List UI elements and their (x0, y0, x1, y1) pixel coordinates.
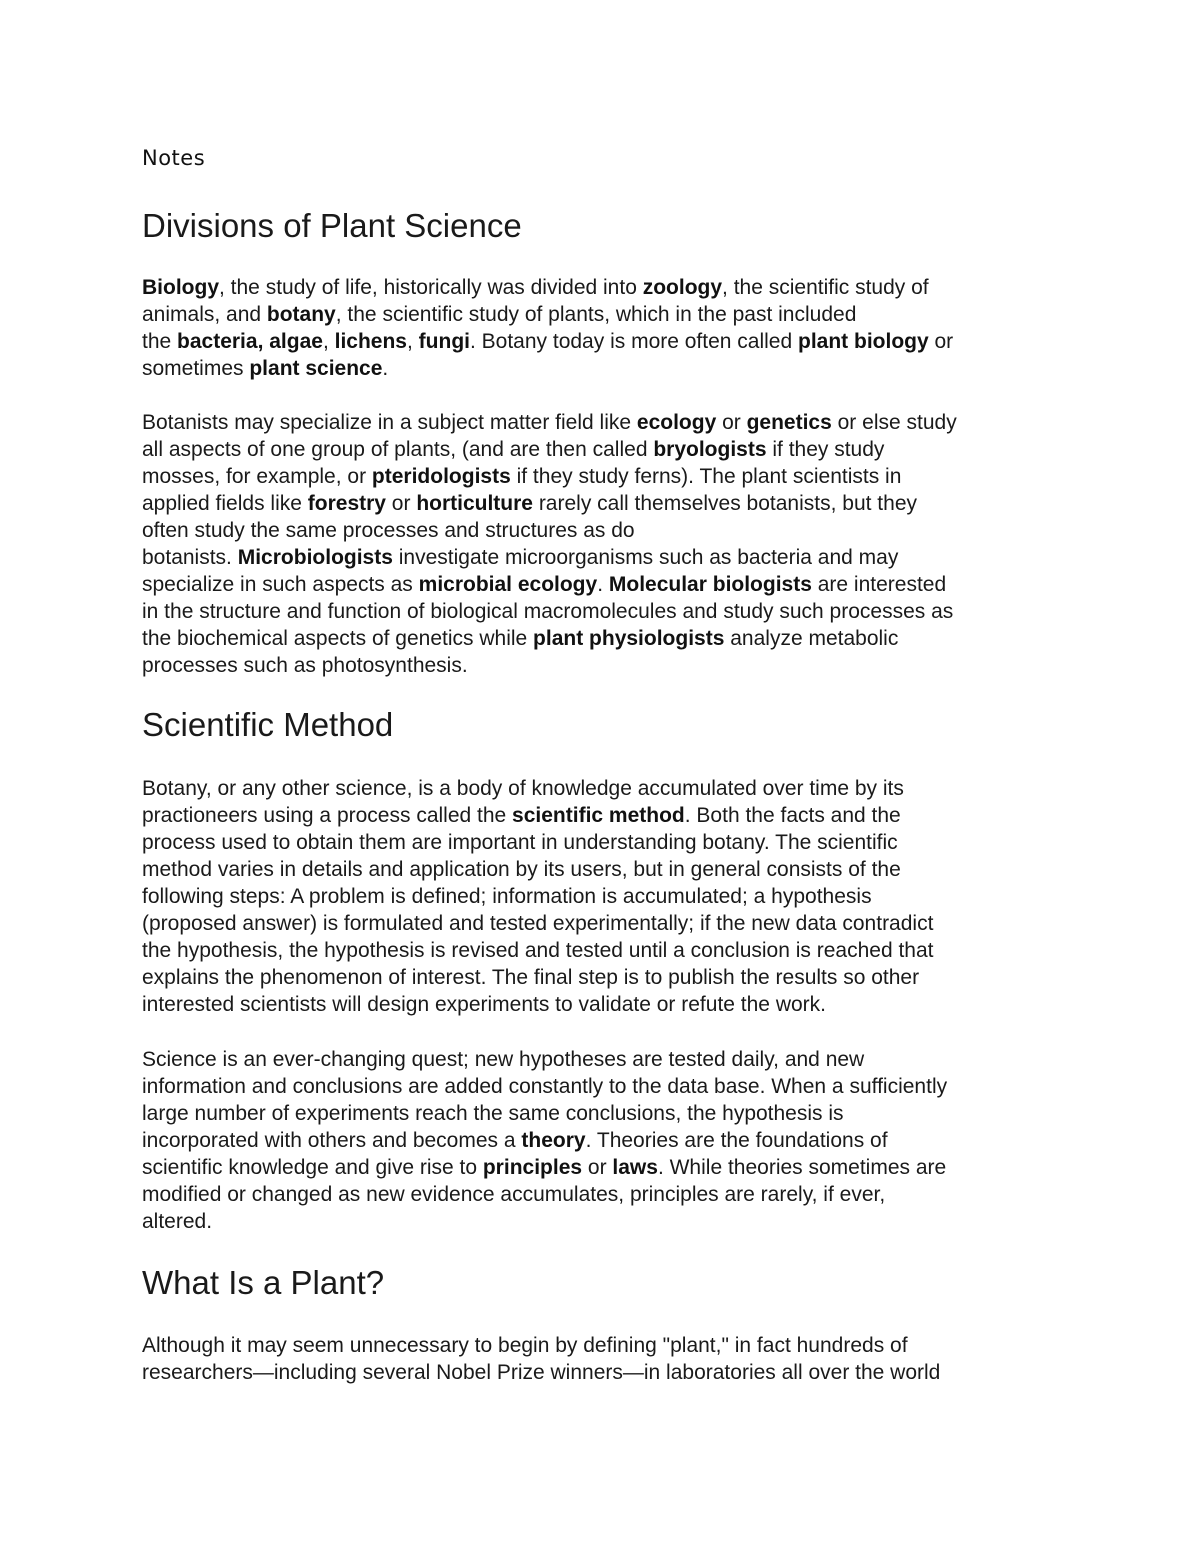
paragraph (142, 1046, 1072, 1235)
bold-term: Microbiologists (237, 546, 393, 569)
bold-term: lichens (334, 330, 407, 353)
text-run: incorporated with others and becomes a (142, 1129, 522, 1152)
text-run: or (582, 1156, 613, 1179)
text-run: rarely call themselves botanists, but they (532, 492, 917, 515)
text-run: . While theories sometimes are (657, 1156, 947, 1179)
text-run: or else study (831, 411, 957, 434)
text-run: specialize in such aspects as (142, 573, 419, 596)
bold-term: botany (266, 303, 336, 326)
text-run: or (385, 492, 417, 515)
text-run: sometimes (142, 357, 250, 380)
bold-term: horticulture (416, 492, 533, 515)
paragraph (142, 274, 1072, 382)
text-line (142, 937, 1072, 964)
text-run: in the structure and function of biological macromolecules and study such processes as (142, 600, 954, 623)
text-line (142, 598, 1072, 625)
text-run: are interested (811, 573, 947, 596)
text-line (142, 652, 1072, 679)
bold-term: plant physiologists (533, 627, 725, 650)
text-run: Although it may seem unnecessary to begin by defining "plant," in fact hundreds of (142, 1334, 908, 1357)
text-run: , (322, 330, 335, 353)
text-run: large number of experiments reach the same conclusions, the hypothesis is (142, 1102, 844, 1125)
bold-term: Molecular biologists (608, 573, 812, 596)
text-line (142, 829, 1072, 856)
text-run: Science is an ever-changing quest; new hypotheses are tested daily, and new (142, 1048, 865, 1071)
text-run: . Both the facts and the (684, 804, 901, 827)
text-run: Botany, or any other science, is a body of knowledge accumulated over time by its (142, 777, 904, 800)
text-run: Botanists may specialize in a subject matter field like (142, 411, 637, 434)
text-run: all aspects of one group of plants, (and are then called (142, 438, 654, 461)
text-line (142, 1154, 1072, 1181)
text-run: if they study (766, 438, 885, 461)
text-run: mosses, for example, or (142, 465, 372, 488)
text-run: if they study ferns). The plant scientists in (510, 465, 902, 488)
paragraph (142, 1332, 1072, 1386)
text-run: animals, and (142, 303, 267, 326)
bold-term: fungi (418, 330, 470, 353)
bold-term: bacteria, algae (177, 330, 323, 353)
text-run: . (597, 573, 609, 596)
text-run: processes such as photosynthesis. (142, 654, 468, 677)
text-run: or (928, 330, 954, 353)
text-run: interested scientists will design experiments to validate or refute the work. (142, 993, 826, 1016)
text-run: , the study of life, historically was divided into (219, 276, 643, 299)
bold-term: genetics (746, 411, 832, 434)
text-line (142, 1127, 1072, 1154)
bold-term: microbial ecology (418, 573, 598, 596)
bold-term: plant biology (798, 330, 929, 353)
text-line (142, 1359, 1072, 1386)
text-line (142, 1100, 1072, 1127)
text-run: . Botany today is more often called (469, 330, 798, 353)
text-line (142, 1181, 1072, 1208)
text-run: explains the phenomenon of interest. The final step is to publish the results so other (142, 966, 920, 989)
text-run: , the scientific study of plants, which in the past included (335, 303, 857, 326)
text-line (142, 544, 1072, 571)
text-line (142, 1208, 1072, 1235)
text-run: analyze metabolic (724, 627, 899, 650)
text-run: the biochemical aspects of genetics while (142, 627, 534, 650)
text-run: method varies in details and application by its users, but in general consists of the (142, 858, 901, 881)
text-line (142, 1073, 1072, 1100)
section-heading-divisions: Divisions of Plant Science (142, 207, 522, 244)
text-line (142, 1332, 1072, 1359)
text-line (142, 571, 1072, 598)
text-run: , the scientific study of (722, 276, 929, 299)
text-line (142, 409, 1072, 436)
bold-term: ecology (636, 411, 717, 434)
text-line (142, 517, 1072, 544)
text-line (142, 355, 1072, 382)
section-heading-scientific-method: Scientific Method (142, 706, 394, 743)
bold-term: zoology (642, 276, 723, 299)
text-line (142, 328, 1072, 355)
text-run: information and conclusions are added constantly to the data base. When a sufficiently (142, 1075, 948, 1098)
text-line (142, 274, 1072, 301)
text-run: researchers—including several Nobel Prize winners—in laboratories all over the world (142, 1361, 941, 1384)
text-line (142, 301, 1072, 328)
bold-term: plant science (249, 357, 383, 380)
text-line (142, 883, 1072, 910)
text-run: practioneers using a process called the (142, 804, 513, 827)
bold-term: laws (612, 1156, 658, 1179)
text-line (142, 1046, 1072, 1073)
bold-term: pteridologists (371, 465, 511, 488)
bold-term: principles (482, 1156, 583, 1179)
text-line (142, 856, 1072, 883)
notes-label: Notes (142, 146, 206, 170)
bold-term: scientific method (512, 804, 685, 827)
bold-term: bryologists (653, 438, 767, 461)
text-run: investigate microorganisms such as bacteria and may (392, 546, 899, 569)
text-line (142, 436, 1072, 463)
bold-term: Biology (142, 276, 219, 299)
text-line (142, 964, 1072, 991)
text-line (142, 490, 1072, 517)
text-line (142, 802, 1072, 829)
text-run: botanists. (142, 546, 238, 569)
text-run: applied fields like (142, 492, 308, 515)
text-line (142, 625, 1072, 652)
text-line (142, 775, 1072, 802)
text-run: . (382, 357, 389, 380)
section-heading-what-is-a-plant: What Is a Plant? (142, 1264, 385, 1301)
text-run: . Theories are the foundations of (585, 1129, 888, 1152)
bold-term: theory (521, 1129, 586, 1152)
text-run: (proposed answer) is formulated and tested experimentally; if the new data contradict (142, 912, 934, 935)
text-run: often study the same processes and structures as do (142, 519, 635, 542)
text-run: the hypothesis, the hypothesis is revised and tested until a conclusion is reached that (142, 939, 934, 962)
text-line (142, 910, 1072, 937)
text-run: altered. (142, 1210, 213, 1233)
paragraph (142, 775, 1072, 1018)
text-run: , (407, 330, 419, 353)
paragraph (142, 409, 1072, 679)
text-run: modified or changed as new evidence accumulates, principles are rarely, if ever, (142, 1183, 886, 1206)
text-run: scientific knowledge and give rise to (142, 1156, 483, 1179)
text-run: or (716, 411, 747, 434)
text-run: following steps: A problem is defined; information is accumulated; a hypothesis (142, 885, 872, 908)
text-line (142, 991, 1072, 1018)
text-line (142, 463, 1072, 490)
bold-term: forestry (307, 492, 386, 515)
text-run: the (142, 330, 178, 353)
text-run: process used to obtain them are important in understanding botany. The scientific (142, 831, 898, 854)
